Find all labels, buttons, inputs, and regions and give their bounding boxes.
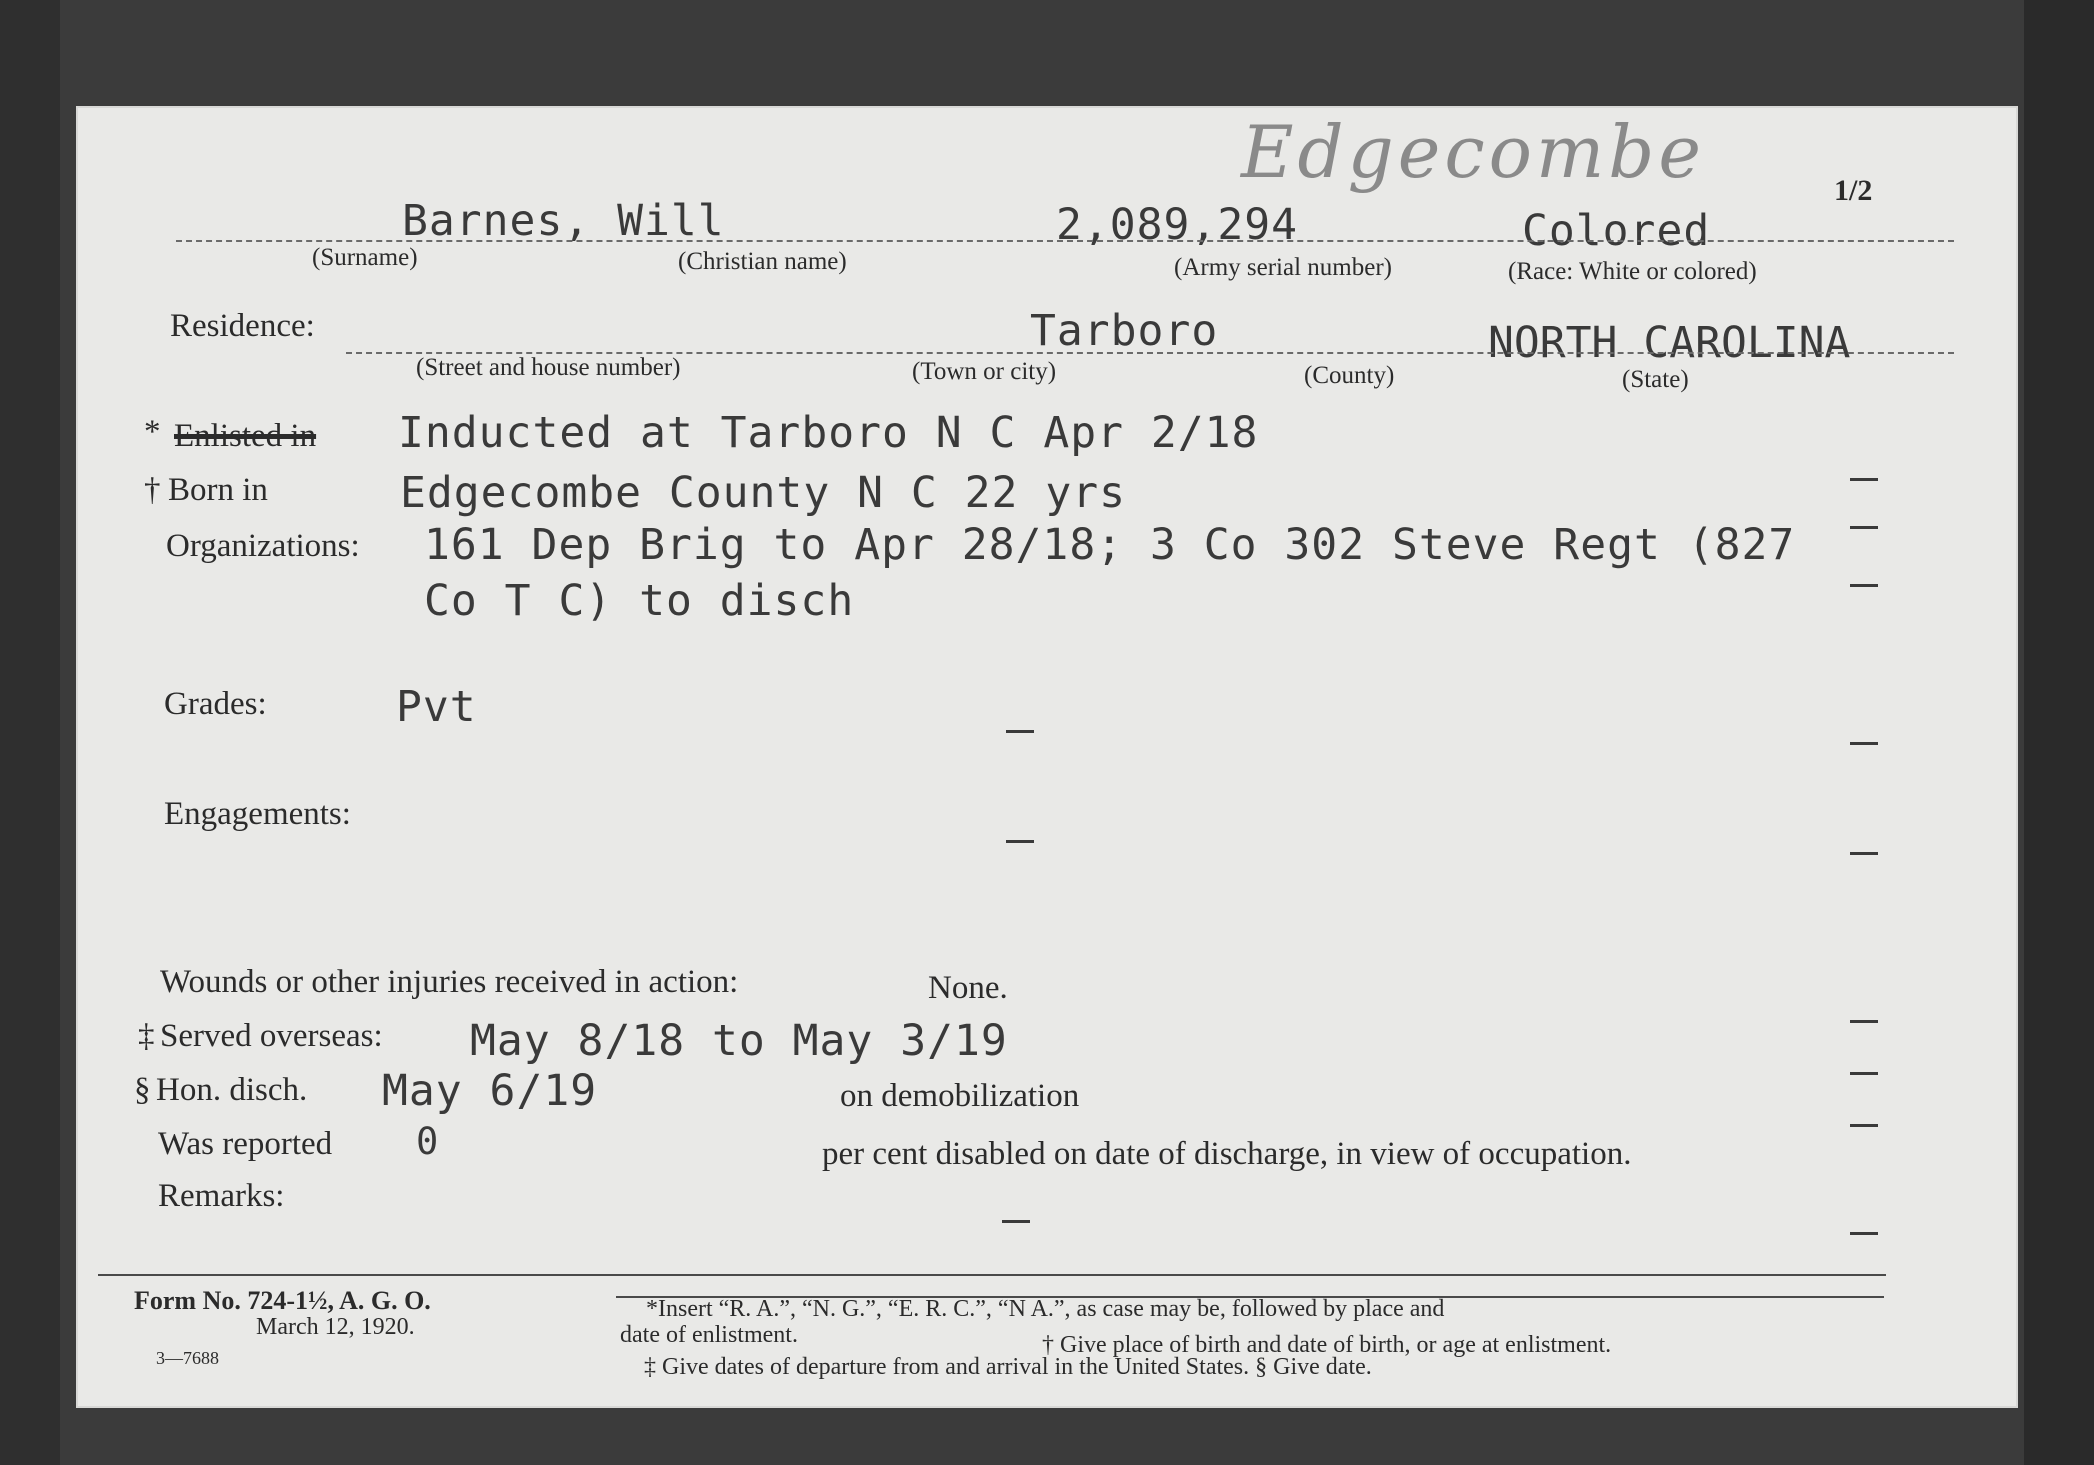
engagements-label: Engagements: [164, 796, 351, 832]
county-caption: (County) [1304, 362, 1395, 389]
race-caption: (Race: White or colored) [1508, 258, 1757, 285]
print-code: 3—7688 [156, 1348, 219, 1368]
footnote-enlistment-date: date of enlistment. [620, 1322, 798, 1348]
footnote-insert: *Insert “R. A.”, “N. G.”, “E. R. C.”, “N A.”, as case may be, followed by place and [646, 1296, 1445, 1322]
header-rule [176, 240, 1954, 242]
footnote-birth: † Give place of birth and date of birth, or age at enlistment. [1042, 1332, 1612, 1358]
organizations-line1: 161 Dep Brig to Apr 28/18; 3 Co 302 Steve Regt (827 [424, 520, 1796, 570]
state-caption: (State) [1622, 366, 1689, 393]
margin-dash [1850, 742, 1878, 745]
hon-disch-label: Hon. disch. [156, 1072, 308, 1108]
serial-number-value: 2,089,294 [1056, 200, 1298, 250]
form-date: March 12, 1920. [256, 1314, 415, 1340]
margin-dash [1850, 1072, 1878, 1075]
service-record-card [76, 106, 2018, 1408]
residence-state: NORTH CAROLINA [1488, 318, 1851, 368]
town-caption: (Town or city) [912, 358, 1057, 385]
overseas-label: Served overseas: [160, 1018, 383, 1054]
serial-number-caption: (Army serial number) [1174, 254, 1392, 281]
christian-name-caption: (Christian name) [678, 248, 847, 275]
scan-background-left [0, 0, 60, 1465]
footer-rule [98, 1274, 1886, 1276]
born-mark: † [144, 472, 161, 508]
surname-value: Barnes, Will [402, 196, 725, 246]
wounds-value: None. [928, 970, 1008, 1006]
enlisted-value: Inducted at Tarboro N C Apr 2/18 [398, 408, 1259, 458]
hon-disch-mark: § [134, 1072, 151, 1108]
card-number: 1/2 [1834, 174, 1873, 207]
margin-dash [1850, 1020, 1878, 1023]
form-number: Form No. 724-1½, A. G. O. [134, 1286, 431, 1315]
surname-caption: (Surname) [312, 244, 418, 271]
street-caption: (Street and house number) [416, 354, 681, 381]
margin-dash [1850, 526, 1878, 529]
reported-label: Was reported [158, 1126, 333, 1162]
disabled-text: per cent disabled on date of discharge, in view of occupation. [822, 1136, 1632, 1172]
enlisted-mark: * [144, 414, 161, 450]
margin-dash [1850, 1232, 1878, 1235]
scan-background-right [2024, 0, 2094, 1465]
residence-label: Residence: [170, 308, 315, 344]
organizations-label: Organizations: [166, 528, 360, 564]
demobilization-text: on demobilization [840, 1078, 1080, 1114]
enlisted-label: Enlisted in [174, 418, 317, 454]
margin-dash [1850, 478, 1878, 481]
organizations-line2: Co T C) to disch [424, 576, 855, 626]
reported-value: 0 [416, 1120, 439, 1163]
grades-value: Pvt [396, 682, 477, 732]
handwritten-county: Edgecombe [1241, 110, 1705, 194]
footnote-overseas: ‡ Give dates of departure from and arrival in the United States. § Give date. [644, 1354, 1372, 1380]
margin-dash [1850, 584, 1878, 587]
center-dash [1006, 730, 1034, 733]
born-label: Born in [168, 472, 268, 508]
grades-label: Grades: [164, 686, 267, 722]
residence-town: Tarboro [1030, 306, 1219, 356]
hon-disch-value: May 6/19 [382, 1066, 598, 1116]
remarks-label: Remarks: [158, 1178, 285, 1214]
overseas-value: May 8/18 to May 3/19 [470, 1016, 1008, 1066]
race-value: Colored [1522, 206, 1711, 256]
margin-dash [1850, 1124, 1878, 1127]
center-dash [1002, 1220, 1030, 1223]
margin-dash [1850, 852, 1878, 855]
born-value: Edgecombe County N C 22 yrs [400, 468, 1126, 518]
overseas-mark: ‡ [138, 1018, 155, 1054]
center-dash [1006, 840, 1034, 843]
wounds-label: Wounds or other injuries received in action: [160, 964, 739, 1000]
